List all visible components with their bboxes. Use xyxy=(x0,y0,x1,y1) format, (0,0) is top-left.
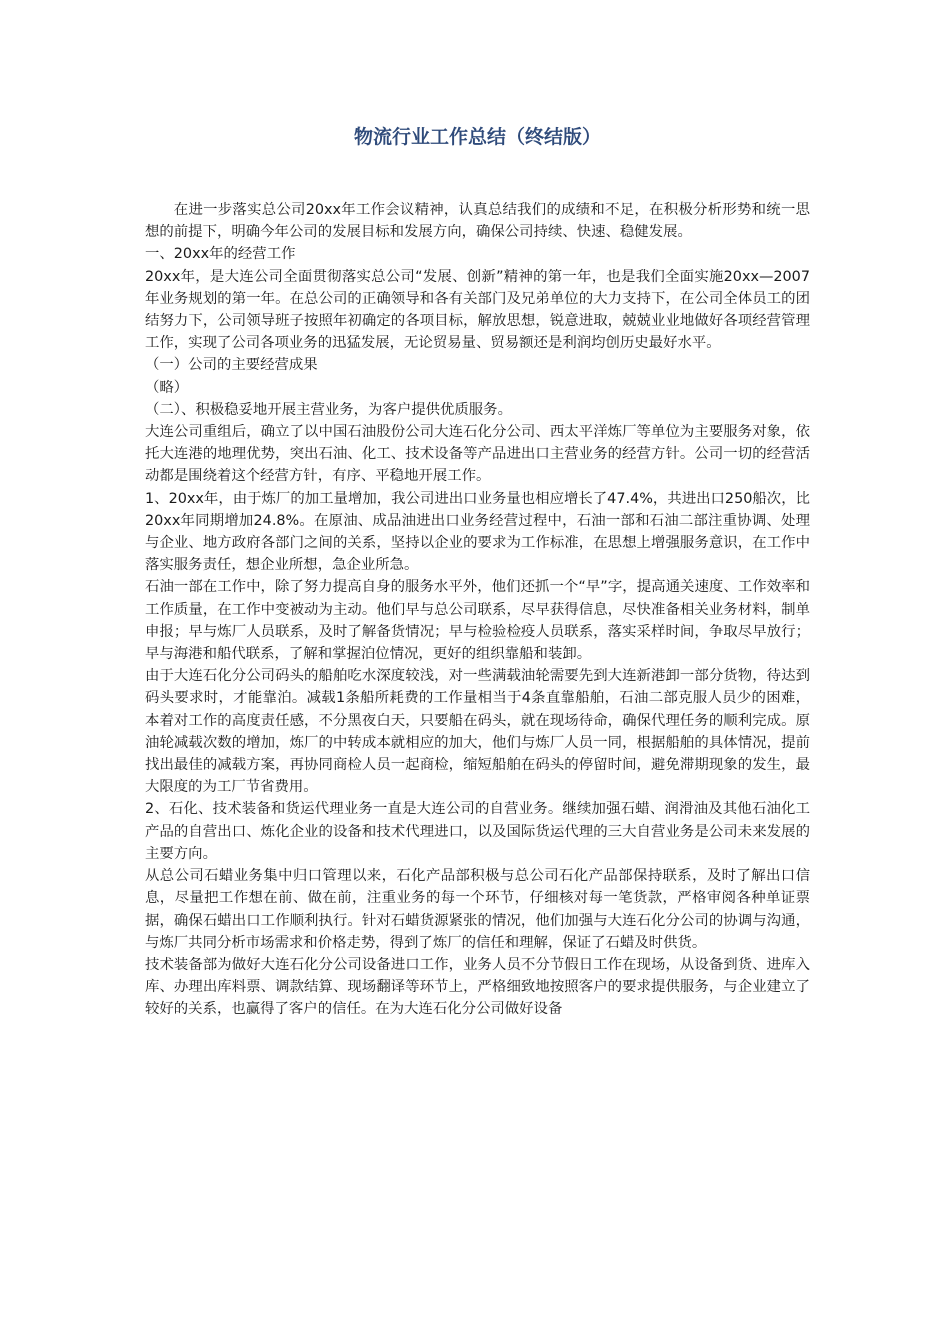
paragraph: 由于大连石化分公司码头的船舶吃水深度较浅，对一些满载油轮需要先到大连新港卸一部分货物，待达到码头要求时，才能靠泊。减载1条船所耗费的工作量相当于4条直靠船舶，石油二部克服人员少的困难，本着对工作的高度责任感，不分黑夜白天，只要船在码头，就在现场待命，确保代理任务的顺利完成。原油轮减载次数的增加，炼厂的中转成本就相应的加大，他们与炼厂人员一同，根据船舶的具体情况，提前找出最佳的减载方案，再协同商检人员一起商检，缩短船舶在码头的停留时间，避免滞期现象的发生，最大限度的为工厂节省费用。 xyxy=(145,668,810,796)
paragraph: 20xx年，是大连公司全面贯彻落实总公司“发展、创新”精神的第一年，也是我们全面实施20xx—2007年业务规划的第一年。在总公司的正确领导和各有关部门及兄弟单位的大力支持下，在公司全体员工的团结努力下，公司领导班子按照年初确定的各项目标，解放思想，锐意进取，兢兢业业地做好各项经营管理工作，实现了公司各项业务的迅猛发展，无论贸易量、贸易额还是利润均创历史最好水平。 xyxy=(145,268,810,352)
paragraph: （一）公司的主要经营成果 xyxy=(145,357,318,374)
paragraph: 2、石化、技术装备和货运代理业务一直是大连公司的自营业务。继续加强石蜡、润滑油及其他石油化工产品的自营出口、炼化企业的设备和技术代理进口，以及国际货运代理的三大自营业务是公司未来发展的主要方向。 xyxy=(145,801,810,862)
paragraph: 石油一部在工作中，除了努力提高自身的服务水平外，他们还抓一个“早”字，提高通关速度、工作效率和工作质量，在工作中变被动为主动。他们早与总公司联系，尽早获得信息，尽快准备相关业务材料，制单申报；早与炼厂人员联系，及时了解备货情况；早与检验检疫人员联系，落实采样时间，争取尽早放行；早与海港和船代联系，了解和掌握泊位情况，更好的组织靠船和装卸。 xyxy=(145,579,810,663)
paragraph: 从总公司石蜡业务集中归口管理以来，石化产品部积极与总公司石化产品部保持联系，及时了解出口信息，尽量把工作想在前、做在前，注重业务的每一个环节，仔细核对每一笔货款，严格审阅各种单证票据，确保石蜡出口工作顺利执行。针对石蜡货源紧张的情况，他们加强与大连石化分公司的协调与沟通，与炼厂共同分析市场需求和价格走势，得到了炼厂的信任和理解，保证了石蜡及时供货。 xyxy=(145,868,810,951)
paragraph: 1、20xx年，由于炼厂的加工量增加，我公司进出口业务量也相应增长了47.4%，共进出口250船次，比20xx年同期增加24.8%。在原油、成品油进出口业务经营过程中，石油一部和石油二部注重协调、处理与企业、地方政府各部门之间的关系，坚持以企业的要求为工作标准，在思想上增强服务意识，在工作中落实服务责任，想企业所想，急企业所急。 xyxy=(145,490,810,574)
document-title: 物流行业工作总结（终结版） xyxy=(353,126,601,148)
paragraph: （略） xyxy=(145,379,189,396)
paragraph: 在进一步落实总公司20xx年工作会议精神，认真总结我们的成绩和不足，在积极分析形势和统一思想的前提下，明确今年公司的发展目标和发展方向，确保公司持续、快速、稳健发展。 xyxy=(145,202,810,241)
paragraph: 大连公司重组后，确立了以中国石油股份公司大连石化分公司、西太平洋炼厂等单位为主要服务对象，依托大连港的地理优势，突出石油、化工、技术设备等产品进出口主营业务的经营方针。公司一切的经营活动都是围绕着这个经营方针，有序、平稳地开展工作。 xyxy=(145,424,810,485)
paragraph: 技术装备部为做好大连石化分公司设备进口工作，业务人员不分节假日工作在现场，从设备到货、进库入库、办理出库料票、调款结算、现场翻译等环节上，严格细致地按照客户的要求提供服务，与企业建立了较好的关系，也赢得了客户的信任。在为大连石化分公司做好设备 xyxy=(145,956,810,1018)
document-body xyxy=(145,199,810,1021)
paragraph: （二）、积极稳妥地开展主营业务，为客户提供优质服务。 xyxy=(145,401,512,418)
paragraph: 一、20xx年的经营工作 xyxy=(145,246,296,263)
